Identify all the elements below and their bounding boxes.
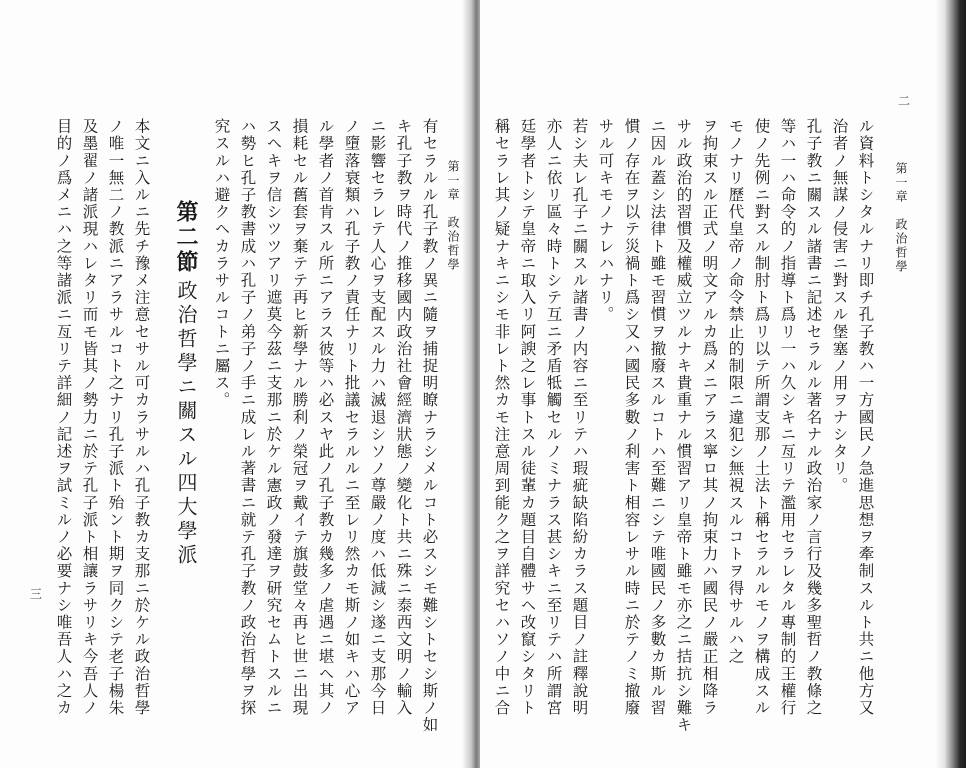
left-col-5: ル學者ノ首肯スル所ニアラス彼等ハ必スヤ此ノ孔子教カ幾多ノ虐遇ニ堪ヘ其ノ [316,118,335,717]
right-col-3: 孔子教ニ關スル諸書ニ記述セラルル著名ナル政治家ノ言行及幾多聖哲ノ教條之 [804,118,823,717]
right-col-5: 使ノ先例ニ對スル制肘ト爲リ以テ所謂支那ノ土法ト稱セラルルモノヲ構成スル [752,118,771,717]
left-col-4: ノ墮落衰類ハ孔子教ノ責任ナリト批議セラルルニ至レリ然カモ斯ノ如キハ心ア [342,118,361,717]
right-col-2: 治者ノ無謀ノ侵害ニ對スル堡塞ノ用ヲナシタリ。 [830,118,849,495]
left-col-10: 本文ニ入ルニ先チ豫メ注意セサル可カラサルハ孔子教カ支那ニ於ケル政治哲學 [132,118,151,717]
section-heading: 第二節 [173,200,199,275]
right-col-6: モノナリ歷代皇帝ノ命令禁止的制限ニ違犯シ無視スルコトヲ得サルハ之 [726,118,745,666]
right-col-15: 稱セラレ其ノ疑ナキニシモ非レト然カモ注意周到能ク之ヲ詳究セハソノ中ニ合 [492,118,511,717]
left-running-head: 第一章 政治哲學 [446,160,460,272]
left-col-11: ノ唯一無二ノ教派ニアラサルコト之ナリ孔子派ト殆ント期ヲ同クシテ老子楊朱 [106,118,125,717]
right-col-9: ニ因ル蓋シ法律ト雖モ習慣ヲ撤廢スルコトハ至難ニシテ唯國民ノ多數カ斯ル習 [648,118,667,717]
left-col-8: ハ勢ヒ孔子教書成ハ孔子ノ弟子ノ手ニ成レル著書ニ就テ孔子教ノ政治哲學ヲ探 [238,118,257,717]
left-page [0,0,472,768]
right-col-12: 若シ夫レ孔子ニ關スル諸書ノ内容ニ至リテハ瑕疵缺陷紛カラス題目ノ註釋說明 [570,118,589,717]
right-col-1: ル資料トシタルナリ即チ孔子教ハ一方國民ノ急進思想ヲ牽制スルト共ニ他方又 [856,118,875,717]
right-col-10: 慣ノ存在ヲ以テ災禍ト爲シ又ハ國民多數ノ利害ト相容レサル時ニ於テノミ撤廢 [622,118,641,717]
right-page [480,0,966,768]
left-col-3: ニ影響セラレテ人心ヲ支配スル力ハ滅退シソノ尊嚴ノ度ハ低減シ遂ニ支那今日 [368,118,387,717]
right-col-14: 廷學者トシテ皇帝ニ取入リ阿諛之レ事トスル徒輩カ題目自體サヘ改竄シタリト [518,118,537,717]
left-page-number: 三 [30,587,43,601]
right-col-8: サル政治的習慣及權威立ツルナキ貴重ナル慣習アリ皇帝ト雖モ亦之ニ拮抗シ難キ [674,118,693,734]
right-col-7: ヲ拘束スル正式ノ明文アルカ爲メニアラス寧ロ其ノ拘束力ハ國民ノ嚴正相降ラ [700,118,719,717]
left-col-7: スヘキヲ信シツツアリ遮莫今茲ニ支那ニ於ケル憲政ノ發達ヲ研究セムトスルニ [264,118,283,717]
left-col-6: 損耗セル舊套ヲ棄テテ再ヒ新學ナル勝利ノ榮冠ヲ戴イテ旗鼓堂々再ヒ世ニ出現 [290,118,309,717]
left-col-12: 及墨翟ノ諸派現ハレタリ而モ皆其ノ勢力ニ於テ孔子派ト相讓ラサリキ今吾人ノ [80,118,99,717]
right-col-4: 等ハ一ハ命令的ノ指導ト爲リ一ハ久シキニ亙リテ濫用セラレタル專制的王權行 [778,118,797,717]
left-col-2: キ孔子教ヲ時代ノ推移國内政治社會經濟狀態ノ變化ト共ニ殊ニ泰西文明ノ輸入 [394,118,413,717]
right-page-number: 二 [898,94,911,108]
section-title: 政治哲學ニ關スル四大學派 [174,280,198,568]
right-running-head: 第一章 政治哲學 [894,162,908,274]
right-col-13: 亦人ニ依リ區々時トシテ互ニ矛盾牴觸セルノミナラス甚シキニ至リテハ所謂宮 [544,118,563,717]
left-col-9: 究スルハ避クヘカラサルコトニ屬ス。 [212,118,231,409]
book-edge [935,0,966,768]
right-col-11: サル可キモノナレハナリ。 [596,118,615,324]
left-col-1: 有セラルル孔子教ノ異ニ隨ヲ捕捉明瞭ナラシメルコト必スシモ難シトセシ斯ノ如 [420,118,439,734]
left-col-13: 目的ノ爲メニハ之等諸派ニ亙リテ詳細ノ記述ヲ試ミルノ必要ナシ唯吾人ハ之カ [54,118,73,717]
